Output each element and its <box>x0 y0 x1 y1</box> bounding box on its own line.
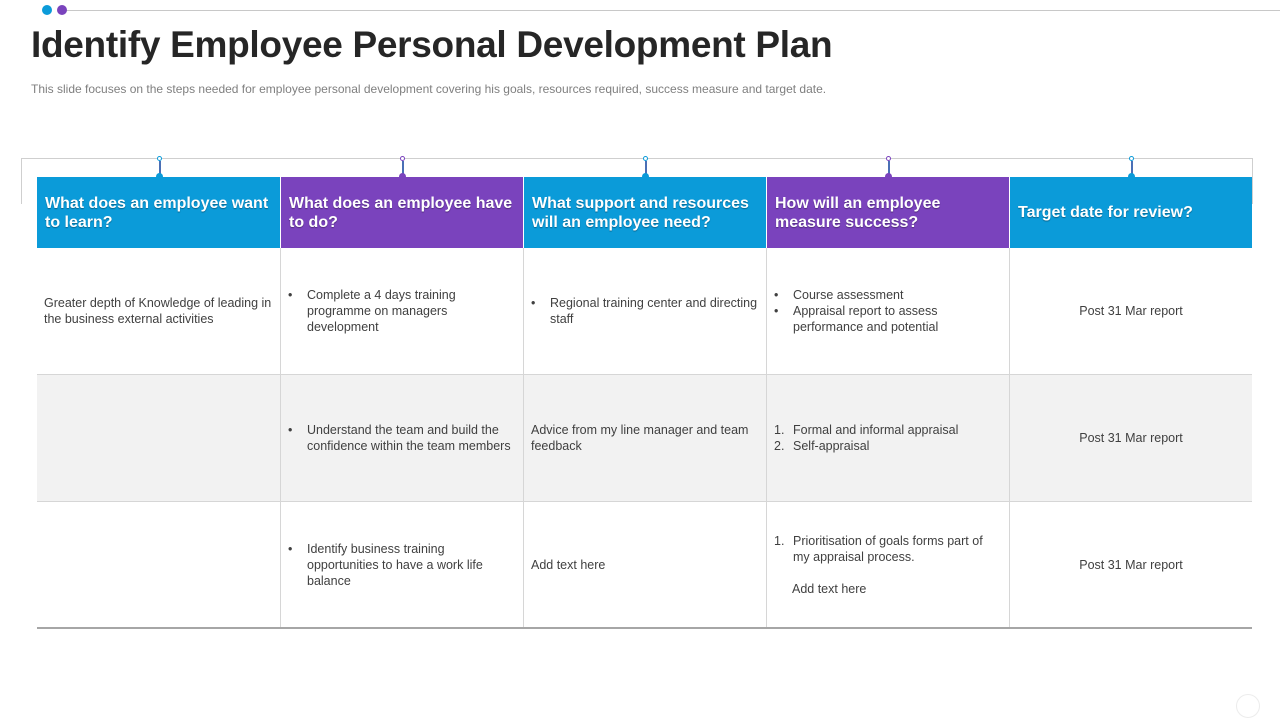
cell-date <box>1009 375 1252 501</box>
target-date-text: Post 31 Mar report <box>1079 304 1183 318</box>
bullet-item: • Identify business training opportunities to have a work life balance <box>288 541 516 589</box>
frame-outline-left <box>21 158 22 204</box>
cell-learn <box>37 502 280 627</box>
numbered-item <box>774 438 1002 454</box>
cell-do <box>280 375 523 501</box>
page-subtitle: This slide focuses on the steps needed for employee personal development covering his goals, resources required, success measure and target date. <box>31 82 827 96</box>
item-number: 1. <box>774 423 785 437</box>
table-row <box>37 375 1252 502</box>
cell-text: Greater depth of Knowledge of leading in the business external activities <box>44 296 272 326</box>
bullet-item: • Course assessment <box>774 287 1002 303</box>
table-row <box>37 248 1252 375</box>
development-plan-table <box>37 177 1252 629</box>
item-number: 2. <box>774 439 785 453</box>
header-measure-success: How will an employee measure success? <box>766 177 1009 248</box>
bullet-item: • Appraisal report to assess performance and potential <box>774 303 1002 335</box>
item-number: 1. <box>774 533 785 548</box>
numbered-item <box>774 533 1002 565</box>
header-support-resources: What support and resources will an employee need? <box>523 177 766 248</box>
item-text: Formal and informal appraisal <box>793 423 959 437</box>
decor-dot-blue <box>42 5 52 15</box>
cell-support <box>523 248 766 374</box>
header-have-to-do: What does an employee have to do? <box>280 177 523 248</box>
cell-measure <box>766 502 1009 627</box>
frame-outline-top <box>21 158 1253 159</box>
corner-circle-decor <box>1236 694 1260 718</box>
bullet-item: • Complete a 4 days training programme on managers development <box>288 287 516 335</box>
cell-text: Advice from my line manager and team feedback <box>531 423 749 453</box>
header-target-date: Target date for review? <box>1009 177 1252 248</box>
top-rule <box>60 10 1280 11</box>
numbered-item <box>774 422 1002 438</box>
cell-measure <box>766 248 1009 374</box>
bullet-item: • Understand the team and build the confidence within the team members <box>288 422 516 454</box>
cell-date <box>1009 502 1252 627</box>
target-date-text: Post 31 Mar report <box>1079 431 1183 445</box>
cell-learn <box>37 375 280 501</box>
cell-extra-text: Add text here <box>792 581 867 596</box>
table-row <box>37 502 1252 629</box>
page-title: Identify Employee Personal Development Plan <box>31 24 833 65</box>
header-want-to-learn: What does an employee want to learn? <box>37 177 280 248</box>
cell-text: Add text here <box>531 557 606 572</box>
cell-do <box>280 248 523 374</box>
cell-do <box>280 502 523 627</box>
cell-support <box>523 502 766 627</box>
item-text: Self-appraisal <box>793 439 870 453</box>
bullet-item: • Regional training center and directing staff <box>531 295 759 327</box>
cell-measure <box>766 375 1009 501</box>
cell-learn <box>37 248 280 374</box>
table-header-row <box>37 177 1252 248</box>
target-date-text: Post 31 Mar report <box>1079 557 1183 572</box>
cell-date <box>1009 248 1252 374</box>
frame-outline-right <box>1252 158 1253 204</box>
cell-support <box>523 375 766 501</box>
item-text: Prioritisation of goals forms part of my appraisal process. <box>793 533 983 564</box>
decor-dot-purple <box>57 5 67 15</box>
